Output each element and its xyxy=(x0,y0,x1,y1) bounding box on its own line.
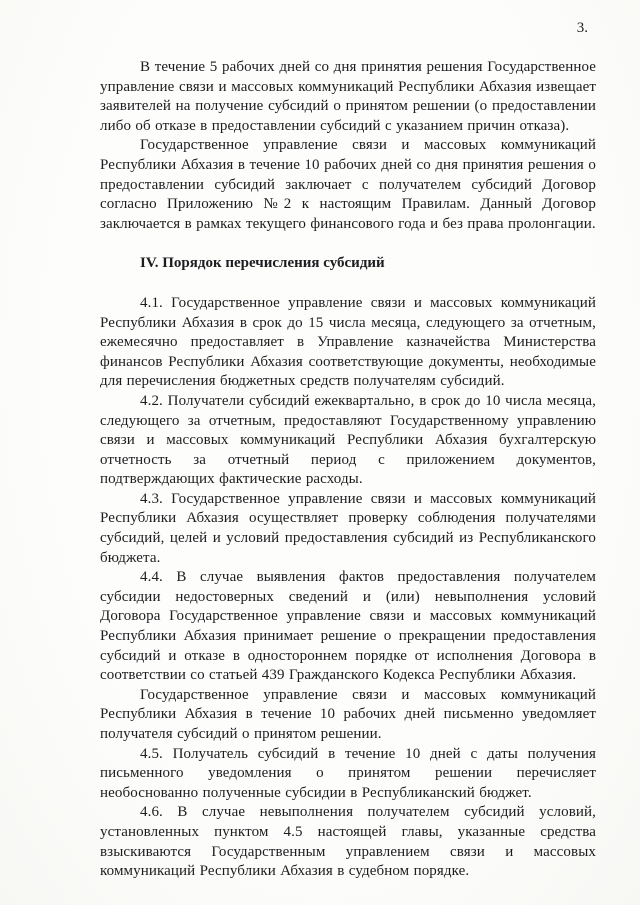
paragraph: 4.4. В случае выявления фактов предоставления получателем субсидии недостоверных сведений и (или) невыполнения условий Договора Государственное управление связи и массовых коммуникаций Республики Абхазия принимает решение о прекращении предоставления субсидий и отказе в одностороннем порядке от исполнения Договора в соответствии со статьей 439 Гражданского Кодекса Республики Абхазия. xyxy=(100,569,596,684)
section-heading: IV. Порядок перечисления субсидий xyxy=(140,255,385,272)
paragraph: 4.3. Государственное управление связи и массовых коммуникаций Республики Абхазия осуществляет проверку соблюдения получателями субсидий, целей и условий предоставления субсидий из Республиканского бюджета. xyxy=(100,490,596,566)
page-number: 3. xyxy=(576,20,588,36)
paragraph: В течение 5 рабочих дней со дня принятия решения Государственное управление связи и массовых коммуникаций Республики Абхазия извещает заявителей на получение субсидий о принятом решении (о предоставлении либо об отказе в предоставлении субсидий с указанием причин отказа). xyxy=(100,59,596,134)
paragraph: 4.2. Получатели субсидий ежеквартально, в срок до 10 числа месяца, следующего за отчетным, предоставляют Государственному управлению связи и массовых коммуникаций Республики Абхазия бухгалтерскую отчетность за отчетный период с приложением документов, подтверждающих фактические расходы. xyxy=(100,392,596,488)
paragraph: Государственное управление связи и массовых коммуникаций Республики Абхазия в течение 10 рабочих дней письменно уведомляет получателя субсидий о принятом решении. xyxy=(100,686,596,742)
paragraph: Государственное управление связи и массовых коммуникаций Республики Абхазия в течение 10 рабочих дней со дня принятия решения о предоставлении субсидий заключает с получателем субсидий Договор согласно Приложению №2 к настоящим Правилам. Данный Договор заключается в рамках текущего финансового года и без права пролонгации. xyxy=(100,137,596,232)
paragraph: 4.5. Получатель субсидий в течение 10 дней с даты получения письменного уведомления о принятом решении перечисляет необоснованно полученные субсидии в Республиканский бюджет. xyxy=(100,745,596,801)
paragraph: 4.1. Государственное управление связи и массовых коммуникаций Республики Абхазия в срок до 15 числа месяца, следующего за отчетным, ежемесячно предоставляет в Управление казначейства Министерства финансов Республики Абхазия соответствующие документы, необходимые для перечисления бюджетных средств получателям субсидий. xyxy=(100,294,596,390)
paragraph: 4.6. В случае невыполнения получателем субсидий условий, установленных пунктом 4.5 настоящей главы, указанные средства взыскиваются Государственным управлением связи и массовых коммуникаций Республики Абхазия в судебном порядке. xyxy=(100,804,596,880)
